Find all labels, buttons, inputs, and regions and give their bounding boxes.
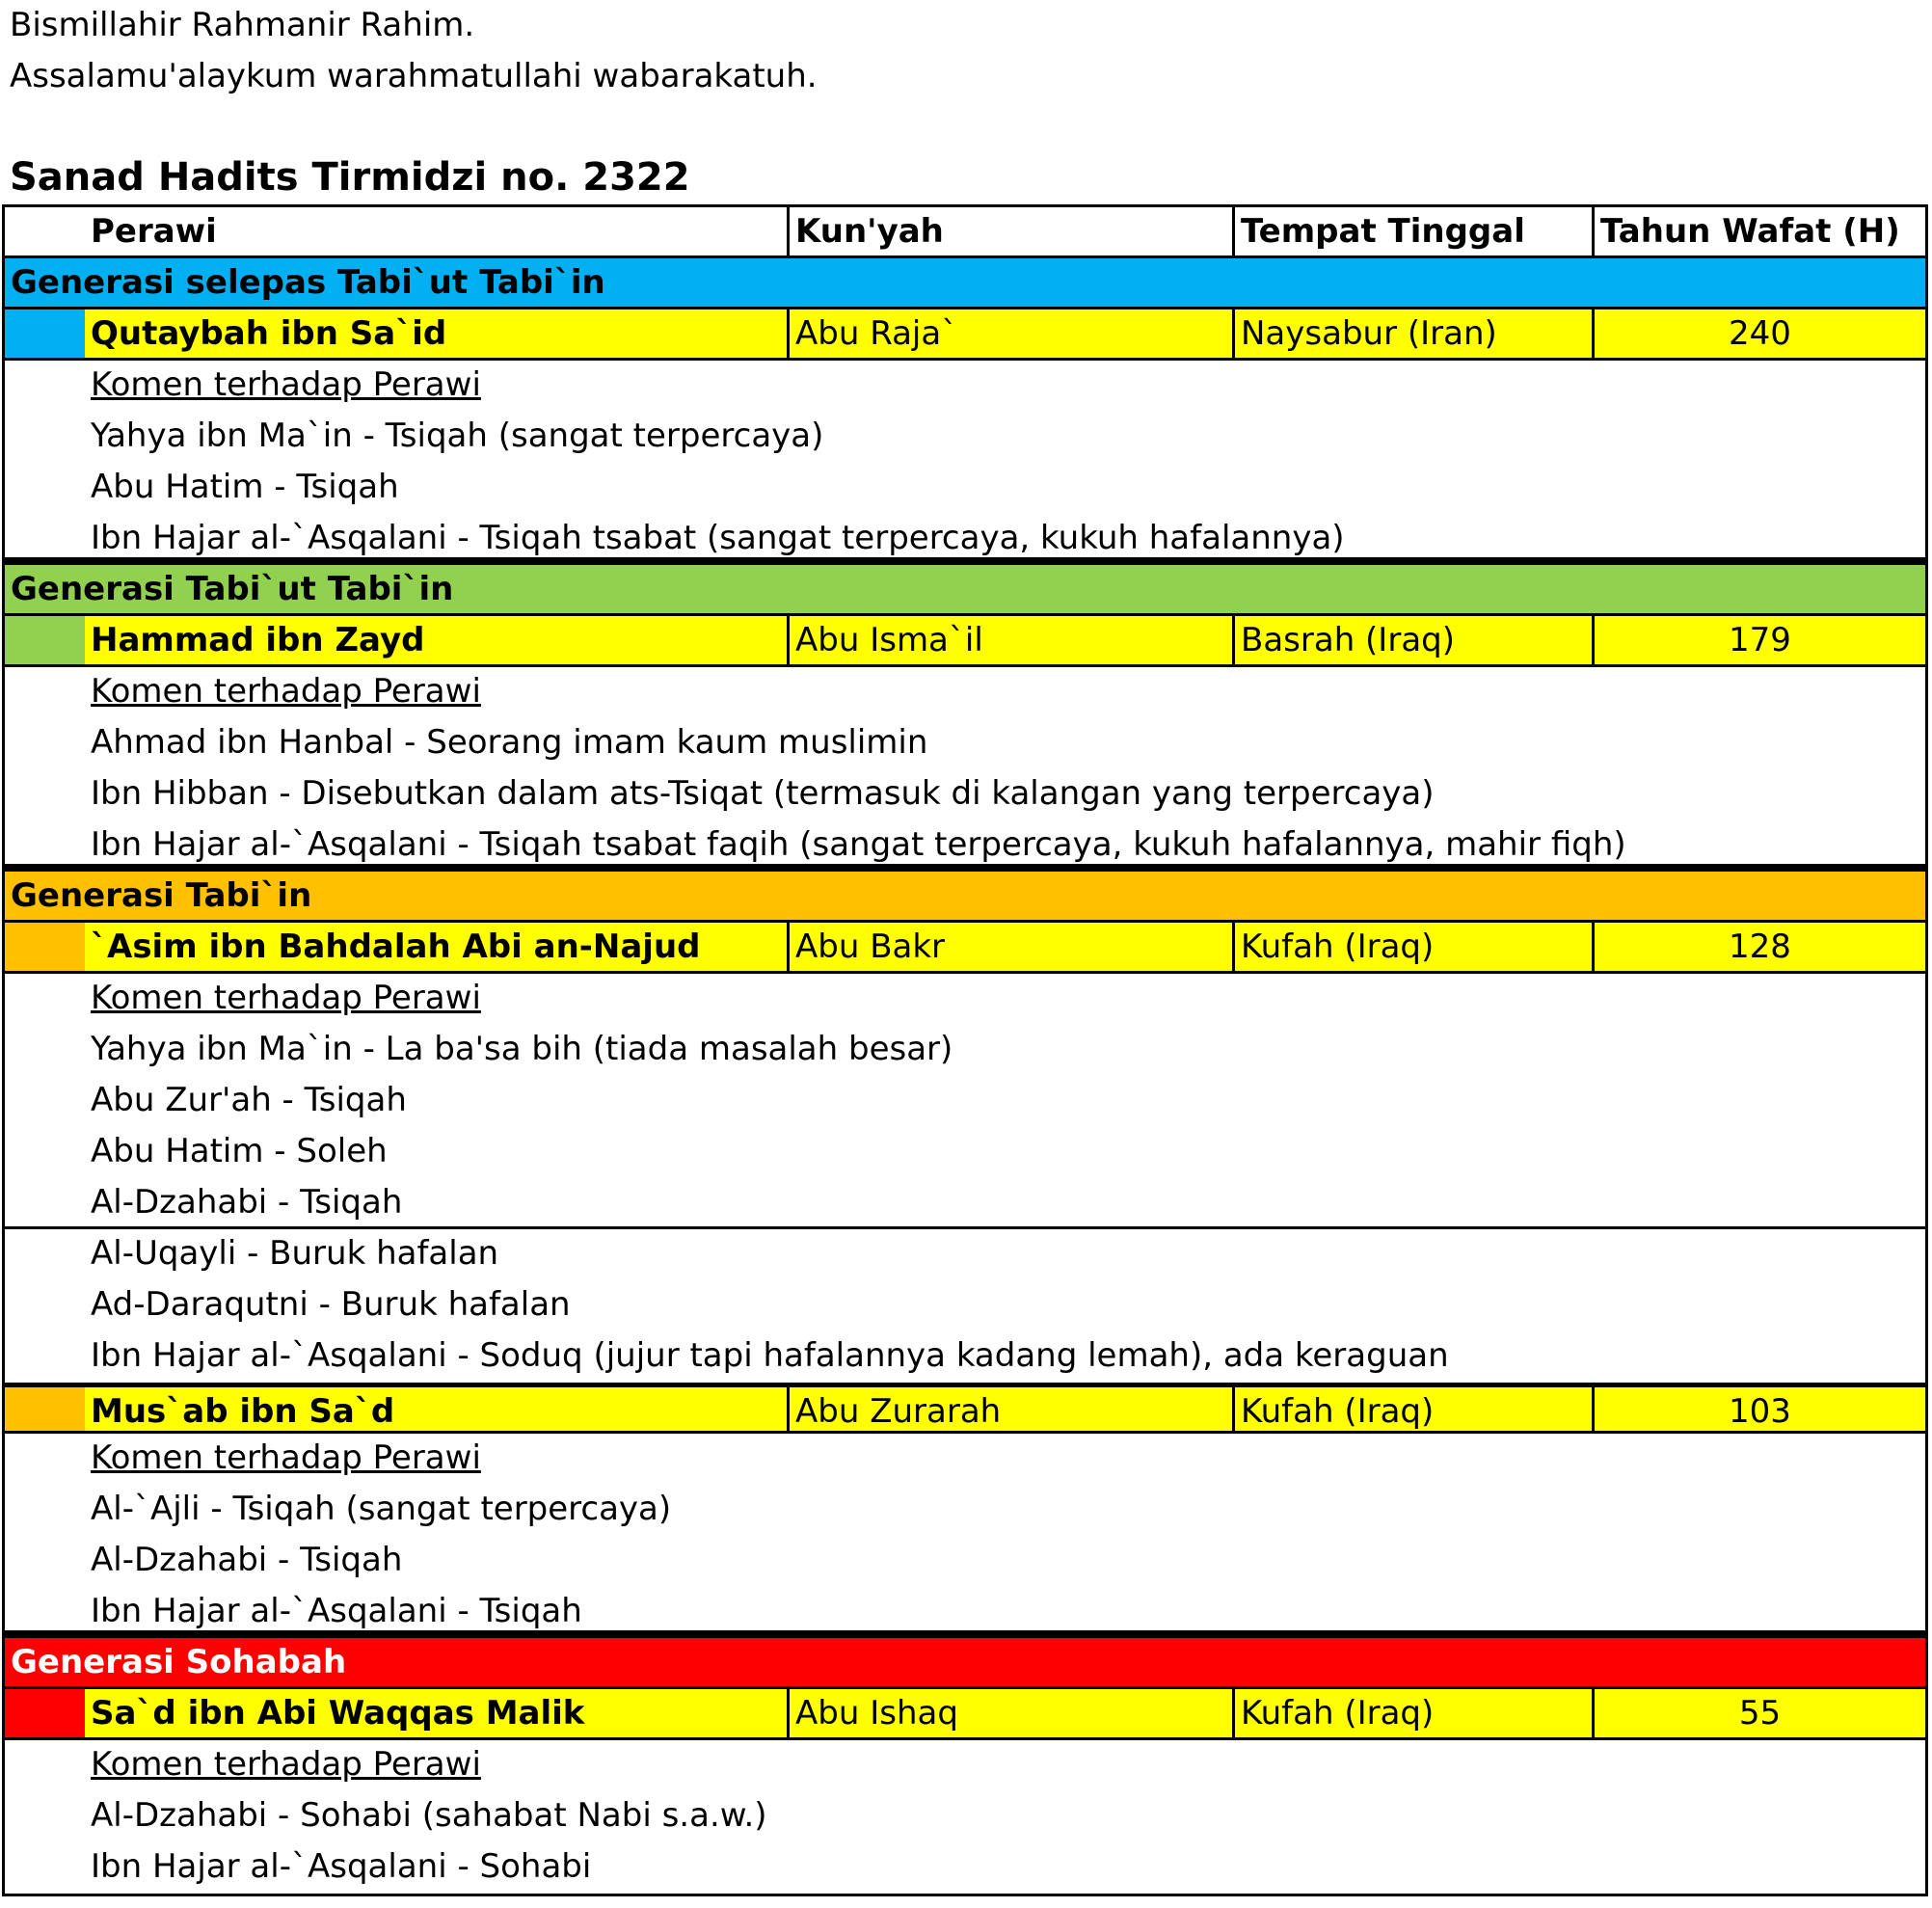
narrator-kunyah: Abu Zurarah (787, 1387, 1232, 1431)
comment-text: Al-Uqayli - Buruk hafalan (91, 1234, 499, 1273)
comment-text: Ibn Hajar al-`Asqalani - Tsiqah (91, 1592, 582, 1630)
comment-text: Al-Dzahabi - Sohabi (sahabat Nabi s.a.w.) (91, 1796, 767, 1835)
generation-header-row (5, 565, 1925, 616)
comment-row (5, 1127, 1925, 1178)
narrator-row (5, 616, 1925, 667)
comment-text: Al-Dzahabi - Tsiqah (91, 1183, 403, 1222)
table-header-row (5, 207, 1925, 258)
comment-text: Ibn Hajar al-`Asqalani - Tsiqah tsabat (sangat terpercaya, kukuh hafalannya) (91, 519, 1345, 557)
header-tahun-wafat: Tahun Wafat (H) (1592, 207, 1925, 255)
comment-text: Abu Hatim - Soleh (91, 1132, 388, 1170)
comment-heading: Komen terhadap Perawi (91, 1438, 481, 1477)
narrator-tempat-tinggal: Kufah (Iraq) (1232, 1689, 1592, 1737)
narrator-tahun-wafat: 179 (1592, 616, 1925, 664)
generation-color-stub (5, 1689, 85, 1737)
comment-text: Al-Dzahabi - Tsiqah (91, 1541, 403, 1579)
generation-label: Generasi Sohabah (11, 1643, 347, 1681)
comment-row (5, 1587, 1925, 1638)
comment-heading-row (5, 974, 1925, 1025)
narrator-name: Qutaybah ibn Sa`id (85, 309, 787, 358)
comment-heading-row (5, 667, 1925, 718)
comment-text: Ibn Hajar al-`Asqalani - Tsiqah tsabat faqih (sangat terpercaya, kukuh hafalannya, mahir fiqh) (91, 825, 1626, 864)
narrator-row (5, 309, 1925, 361)
comment-row (5, 463, 1925, 514)
header-tempat-tinggal: Tempat Tinggal (1232, 207, 1592, 255)
comment-row (5, 1842, 1925, 1894)
comment-row (5, 1331, 1925, 1383)
generation-label: Generasi Tabi`in (11, 876, 312, 915)
sanad-table (2, 204, 1928, 1896)
comment-heading-row (5, 1434, 1925, 1485)
generation-header-row (5, 258, 1925, 309)
comment-text: Abu Hatim - Tsiqah (91, 468, 399, 506)
narrator-name: Mus`ab ibn Sa`d (85, 1387, 787, 1431)
narrator-kunyah: Abu Isma`il (787, 616, 1232, 664)
narrator-row (5, 923, 1925, 974)
comment-row (5, 769, 1925, 820)
generation-color-stub (5, 923, 85, 971)
narrator-tempat-tinggal: Kufah (Iraq) (1232, 1387, 1592, 1431)
comment-row (5, 820, 1925, 872)
comment-row (5, 1791, 1925, 1842)
comment-text: Abu Zur'ah - Tsiqah (91, 1081, 407, 1119)
comment-heading-row (5, 1740, 1925, 1791)
narrator-tempat-tinggal: Kufah (Iraq) (1232, 923, 1592, 971)
comment-heading: Komen terhadap Perawi (91, 979, 481, 1017)
generation-label: Generasi selepas Tabi`ut Tabi`in (11, 263, 605, 302)
comment-text: Ahmad ibn Hanbal - Seorang imam kaum muslimin (91, 723, 928, 762)
header-perawi: Perawi (91, 212, 217, 251)
comment-row (5, 412, 1925, 463)
narrator-tempat-tinggal: Naysabur (Iran) (1232, 309, 1592, 358)
page-title: Sanad Hadits Tirmidzi no. 2322 (10, 155, 690, 200)
comment-row (5, 1536, 1925, 1587)
comment-heading-row (5, 361, 1925, 412)
narrator-tahun-wafat: 128 (1592, 923, 1925, 971)
comment-row (5, 1229, 1925, 1280)
narrator-kunyah: Abu Raja` (787, 309, 1232, 358)
comment-row (5, 1025, 1925, 1076)
comment-text: Yahya ibn Ma`in - Tsiqah (sangat terpercaya) (91, 417, 824, 455)
narrator-tahun-wafat: 55 (1592, 1689, 1925, 1737)
comment-text: Al-`Ajli - Tsiqah (sangat terpercaya) (91, 1490, 672, 1528)
generation-color-stub (5, 616, 85, 664)
comment-row (5, 1280, 1925, 1331)
comment-row (5, 718, 1925, 769)
narrator-row (5, 1689, 1925, 1740)
generation-header-row (5, 1638, 1925, 1689)
narrator-name: Sa`d ibn Abi Waqqas Malik (85, 1689, 787, 1737)
generation-color-stub (5, 309, 85, 358)
comment-row (5, 1076, 1925, 1127)
header-stub-cell (5, 207, 85, 255)
generation-color-stub (5, 1387, 85, 1431)
comment-text: Ad-Daraqutni - Buruk hafalan (91, 1285, 571, 1324)
narrator-name: `Asim ibn Bahdalah Abi an-Najud (85, 923, 787, 971)
comment-heading: Komen terhadap Perawi (91, 1745, 481, 1784)
narrator-row (5, 1383, 1925, 1434)
greeting-line-1: Bismillahir Rahmanir Rahim. (10, 6, 475, 44)
comment-text: Ibn Hajar al-`Asqalani - Soduq (jujur tapi hafalannya kadang lemah), ada keraguan (91, 1336, 1449, 1375)
narrator-name: Hammad ibn Zayd (85, 616, 787, 664)
comment-heading: Komen terhadap Perawi (91, 672, 481, 711)
comment-row (5, 1485, 1925, 1536)
narrator-tahun-wafat: 240 (1592, 309, 1925, 358)
comment-row (5, 514, 1925, 565)
narrator-tahun-wafat: 103 (1592, 1387, 1925, 1431)
table-body (5, 258, 1925, 1894)
comment-heading: Komen terhadap Perawi (91, 365, 481, 404)
header-kunyah: Kun'yah (787, 207, 1232, 255)
narrator-kunyah: Abu Bakr (787, 923, 1232, 971)
narrator-tempat-tinggal: Basrah (Iraq) (1232, 616, 1592, 664)
greeting-line-2: Assalamu'alaykum warahmatullahi wabarakatuh. (10, 57, 818, 95)
comment-text: Yahya ibn Ma`in - La ba'sa bih (tiada masalah besar) (91, 1030, 953, 1068)
generation-label: Generasi Tabi`ut Tabi`in (11, 570, 454, 608)
comment-text: Ibn Hibban - Disebutkan dalam ats-Tsiqat (termasuk di kalangan yang terpercaya) (91, 774, 1435, 813)
comment-row (5, 1178, 1925, 1229)
generation-header-row (5, 872, 1925, 923)
narrator-kunyah: Abu Ishaq (787, 1689, 1232, 1737)
comment-text: Ibn Hajar al-`Asqalani - Sohabi (91, 1847, 592, 1886)
